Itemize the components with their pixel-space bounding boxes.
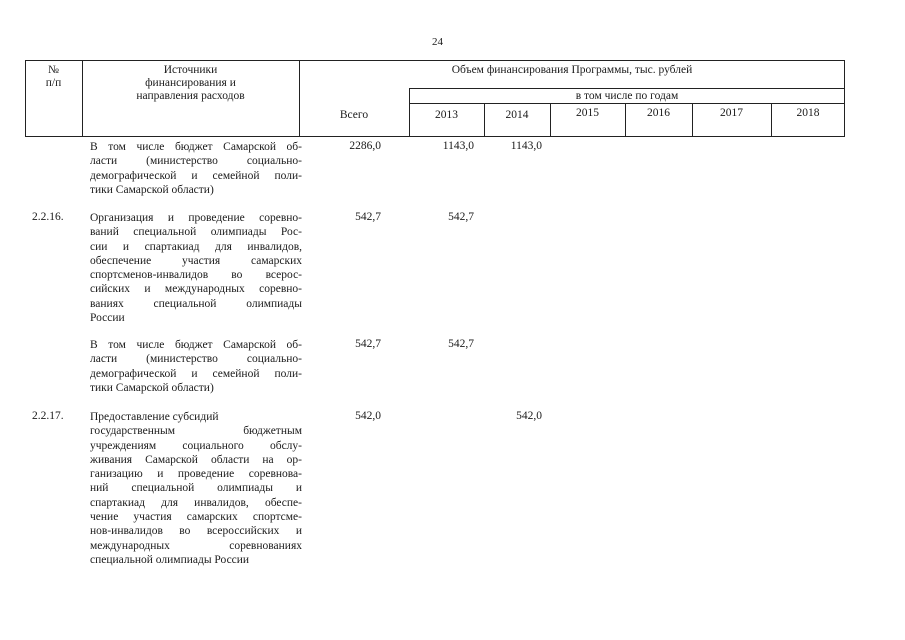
header-year-2013: 2013: [435, 109, 458, 121]
row-description-line: В том числе бюджет Самарской об-: [90, 339, 302, 351]
header-year-2014: 2014: [505, 109, 529, 121]
row-description-line: международных соревнованиях: [90, 539, 302, 552]
header-col-volume: Объем финансирования Программы, тыс. рублей: [451, 64, 693, 76]
row-description-line: специальной олимпиады России: [90, 553, 250, 566]
row-total: 2286,0: [349, 140, 381, 152]
row-description-line: демографической и семейной поли-: [90, 169, 302, 182]
row-value-2013: 542,7: [448, 338, 474, 350]
row-description-line: тики Самарской области): [90, 183, 214, 196]
row-number: 2.2.17.: [32, 410, 64, 422]
row-description: [90, 140, 302, 197]
header-year-2018: 2018: [796, 107, 820, 119]
row-description-line: тики Самарской области): [90, 381, 214, 394]
row-description-line: чение участия самарских спортсме-: [90, 511, 302, 524]
header-col-source: [82, 64, 299, 103]
header-years-divider: [409, 103, 845, 104]
row-description-line: демографической и семейной поли-: [90, 367, 302, 380]
row-description: [90, 211, 302, 325]
row-description: [90, 338, 302, 395]
row-description-line: нов-инвалидов во всероссийских и: [90, 525, 302, 538]
header-col-total: Всего: [339, 109, 369, 121]
row-value-2014: 542,0: [516, 410, 542, 422]
row-description-line: Организация и проведение соревно-: [90, 212, 302, 224]
row-description-line: ний специальной олимпиады и: [90, 482, 302, 495]
header-volume-divider: [409, 88, 845, 89]
page-number: 24: [432, 36, 443, 48]
row-description-line: живания Самарской области на ор-: [90, 453, 302, 466]
row-description: [90, 410, 302, 567]
header-col-source-line: финансирования и: [145, 77, 236, 89]
header-top-border: [25, 60, 845, 61]
header-col-num-line: п/п: [45, 77, 62, 89]
table-header: [25, 60, 845, 136]
row-value-2014: 1143,0: [510, 140, 542, 152]
row-description-line: сийских и международных соревно-: [90, 283, 302, 296]
row-description-line: ганизацию и проведение соревнова-: [90, 468, 302, 481]
row-description-line: сии и спартакиад для инвалидов,: [90, 240, 302, 253]
header-col-num-line: №: [48, 64, 59, 76]
row-description-line: ласти (министерство социально-: [90, 155, 302, 168]
header-col-source-line: направления расходов: [136, 90, 245, 102]
row-value-2013: 1143,0: [442, 140, 474, 152]
header-col-by-years: в том числе по годам: [575, 90, 679, 102]
row-description-line: учреждениям социального обслу-: [90, 439, 302, 452]
row-description-line: ваниях специальной олимпиады: [90, 297, 302, 310]
row-total: 542,0: [355, 410, 381, 422]
row-description-line: спортсменов-инвалидов во всерос-: [90, 269, 302, 282]
header-bottom-border: [25, 136, 845, 137]
row-value-2013: 542,7: [448, 211, 474, 223]
row-description-line: ваний специальной олимпиады Рос-: [90, 226, 302, 239]
header-year-2015: 2015: [576, 107, 599, 119]
row-total: 542,7: [355, 338, 381, 350]
header-year-2017: 2017: [720, 107, 743, 119]
row-total: 542,7: [355, 211, 381, 223]
row-description-line: спартакиад для инвалидов, обеспе-: [90, 496, 302, 509]
header-col-source-line: Источники: [163, 64, 218, 76]
header-col-num: [25, 64, 82, 90]
row-number: 2.2.16.: [32, 211, 64, 223]
row-description-line: обеспечение участия самарских: [90, 254, 302, 267]
row-description-line: государственным бюджетным: [90, 425, 302, 438]
row-description-line: Предоставление субсидий: [90, 411, 219, 423]
header-year-2016: 2016: [647, 107, 670, 119]
row-description-line: В том числе бюджет Самарской об-: [90, 141, 302, 153]
row-description-line: России: [90, 312, 125, 325]
row-description-line: ласти (министерство социально-: [90, 353, 302, 366]
